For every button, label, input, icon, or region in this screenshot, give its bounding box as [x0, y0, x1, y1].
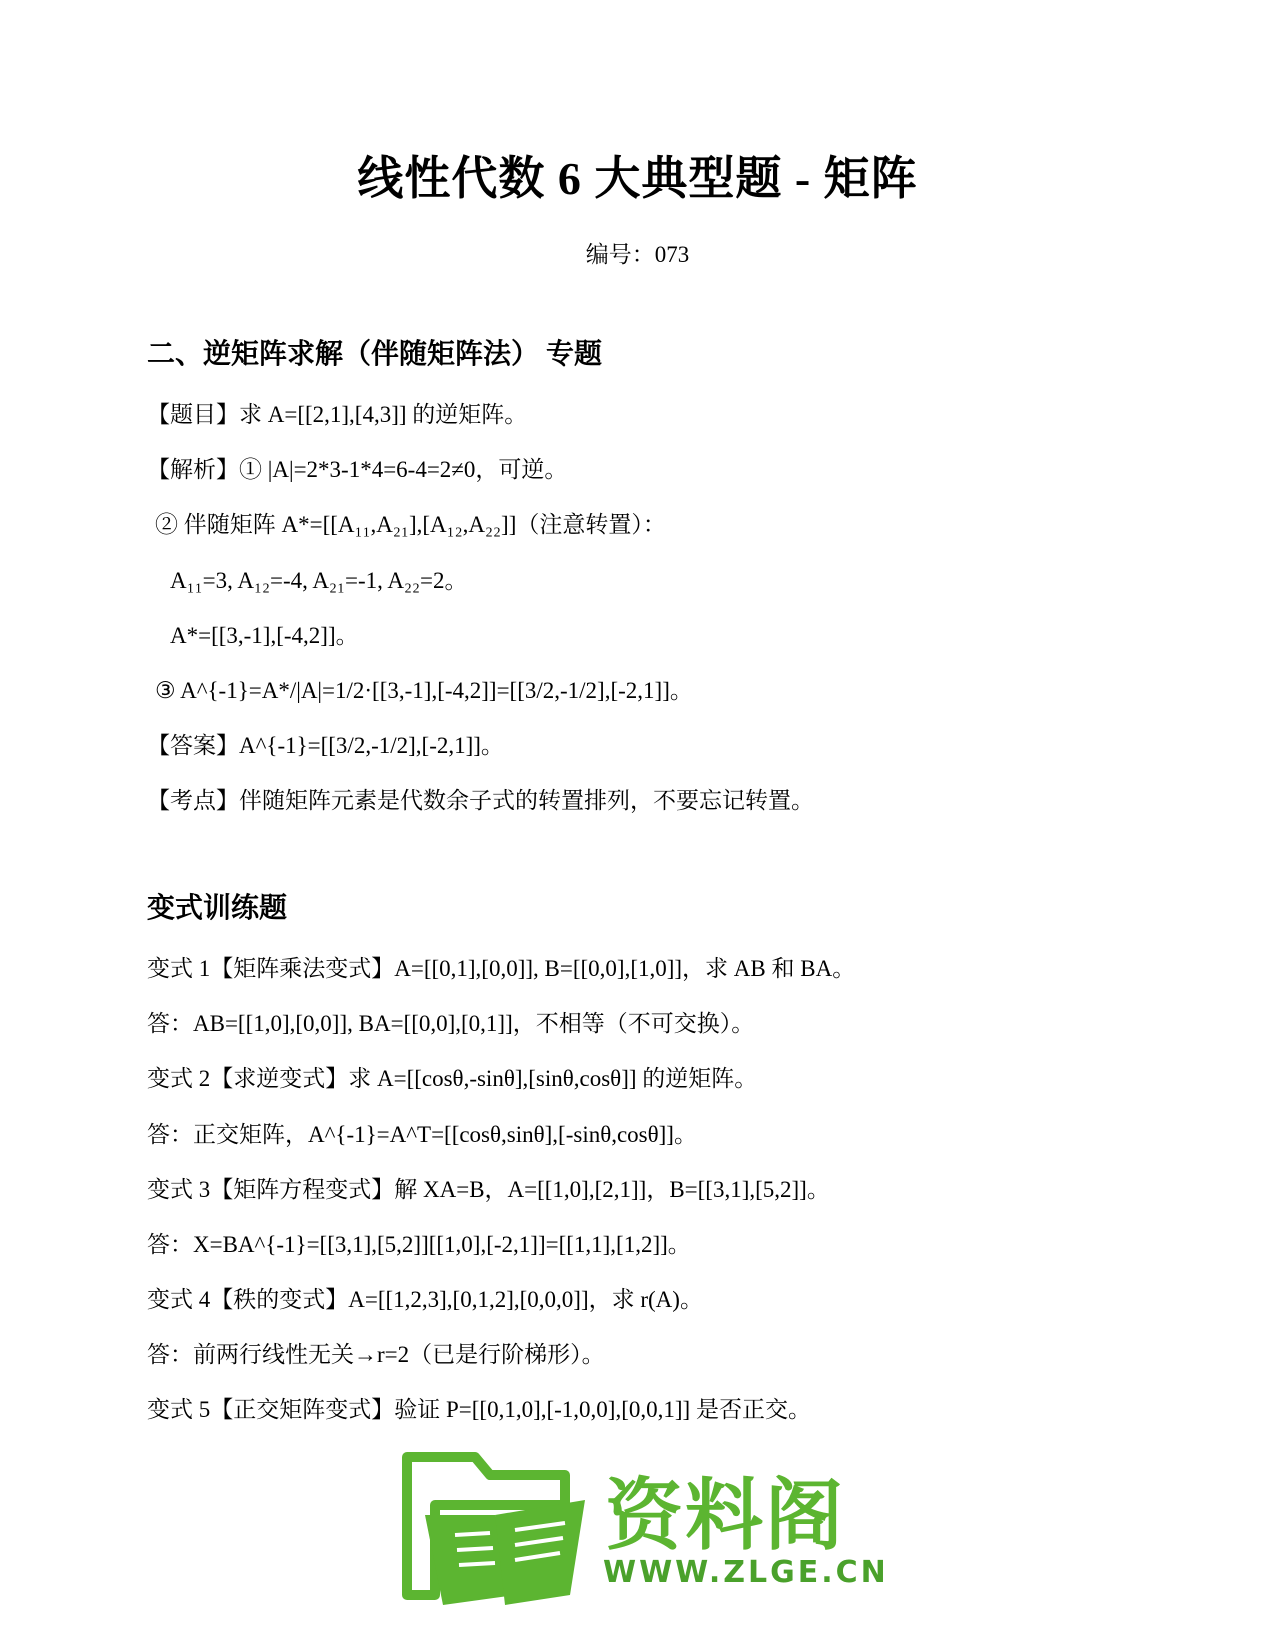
problem-line: 【题目】求 A=[[2,1],[4,3]] 的逆矩阵。 [147, 402, 528, 427]
folder-book-icon [395, 1445, 605, 1625]
variant-3: 变式 3【矩阵方程变式】解 XA=B，A=[[1,0],[2,1]]，B=[[3,1],[5,2]]。 [147, 1177, 830, 1202]
watermark-logo [395, 1445, 889, 1645]
code-label: 编号： [585, 242, 655, 267]
document-code [0, 236, 1275, 269]
analysis-line-2: ② 伴随矩阵 A*=[[A₁₁,A₂₁],[A₁₂,A₂₂]]（注意转置）： [155, 512, 666, 537]
variant-1-answer: 答：AB=[[1,0],[0,0]], BA=[[0,0],[0,1]]，不相等（不可交换）。 [147, 1011, 755, 1036]
analysis-line-1: 【解析】① |A|=2*3-1*4=6-4=2≠0，可逆。 [147, 457, 568, 482]
analysis-line-4: A*=[[3,-1],[-4,2]]。 [170, 623, 359, 648]
analysis-line-5: ③ A^{-1}=A*/|A|=1/2·[[3,-1],[-4,2]]=[[3/2,-1/2],[-2,1]]。 [155, 678, 693, 703]
variant-5: 变式 5【正交矩阵变式】验证 P=[[0,1,0],[-1,0,0],[0,0,1]] 是否正交。 [147, 1397, 811, 1422]
variant-1: 变式 1【矩阵乘法变式】A=[[0,1],[0,0]], B=[[0,0],[1,0]]，求 AB 和 BA。 [147, 956, 856, 981]
variant-3-answer: 答：X=BA^{-1}=[[3,1],[5,2]][[1,0],[-2,1]]=[[1,1],[1,2]]。 [147, 1232, 691, 1257]
watermark-url: WWW.ZLGE.CN [603, 1555, 889, 1590]
key-point-line: 【考点】伴随矩阵元素是代数余子式的转置排列，不要忘记转置。 [147, 788, 814, 813]
section-heading-variants: 变式训练题 [147, 893, 288, 924]
variant-4: 变式 4【秩的变式】A=[[1,2,3],[0,1,2],[0,0,0]]，求 r(A)。 [147, 1287, 703, 1312]
answer-line: 【答案】A^{-1}=[[3/2,-1/2],[-2,1]]。 [147, 733, 504, 758]
watermark-brand: 资料阁 [605, 1471, 846, 1561]
document-title: 线性代数 6 大典型题 - 矩阵 [357, 153, 918, 204]
variant-4-answer: 答：前两行线性无关→r=2（已是行阶梯形）。 [147, 1342, 605, 1367]
variant-2-answer: 答：正交矩阵，A^{-1}=A^T=[[cosθ,sinθ],[-sinθ,cosθ]]。 [147, 1122, 697, 1147]
section-heading-inverse: 二、逆矩阵求解（伴随矩阵法） 专题 [147, 339, 603, 370]
analysis-line-3: A₁₁=3, A₁₂=-4, A₂₁=-1, A₂₂=2。 [170, 568, 468, 593]
code-value: 073 [654, 242, 690, 267]
variant-2: 变式 2【求逆变式】求 A=[[cosθ,-sinθ],[sinθ,cosθ]] 的逆矩阵。 [147, 1066, 758, 1091]
